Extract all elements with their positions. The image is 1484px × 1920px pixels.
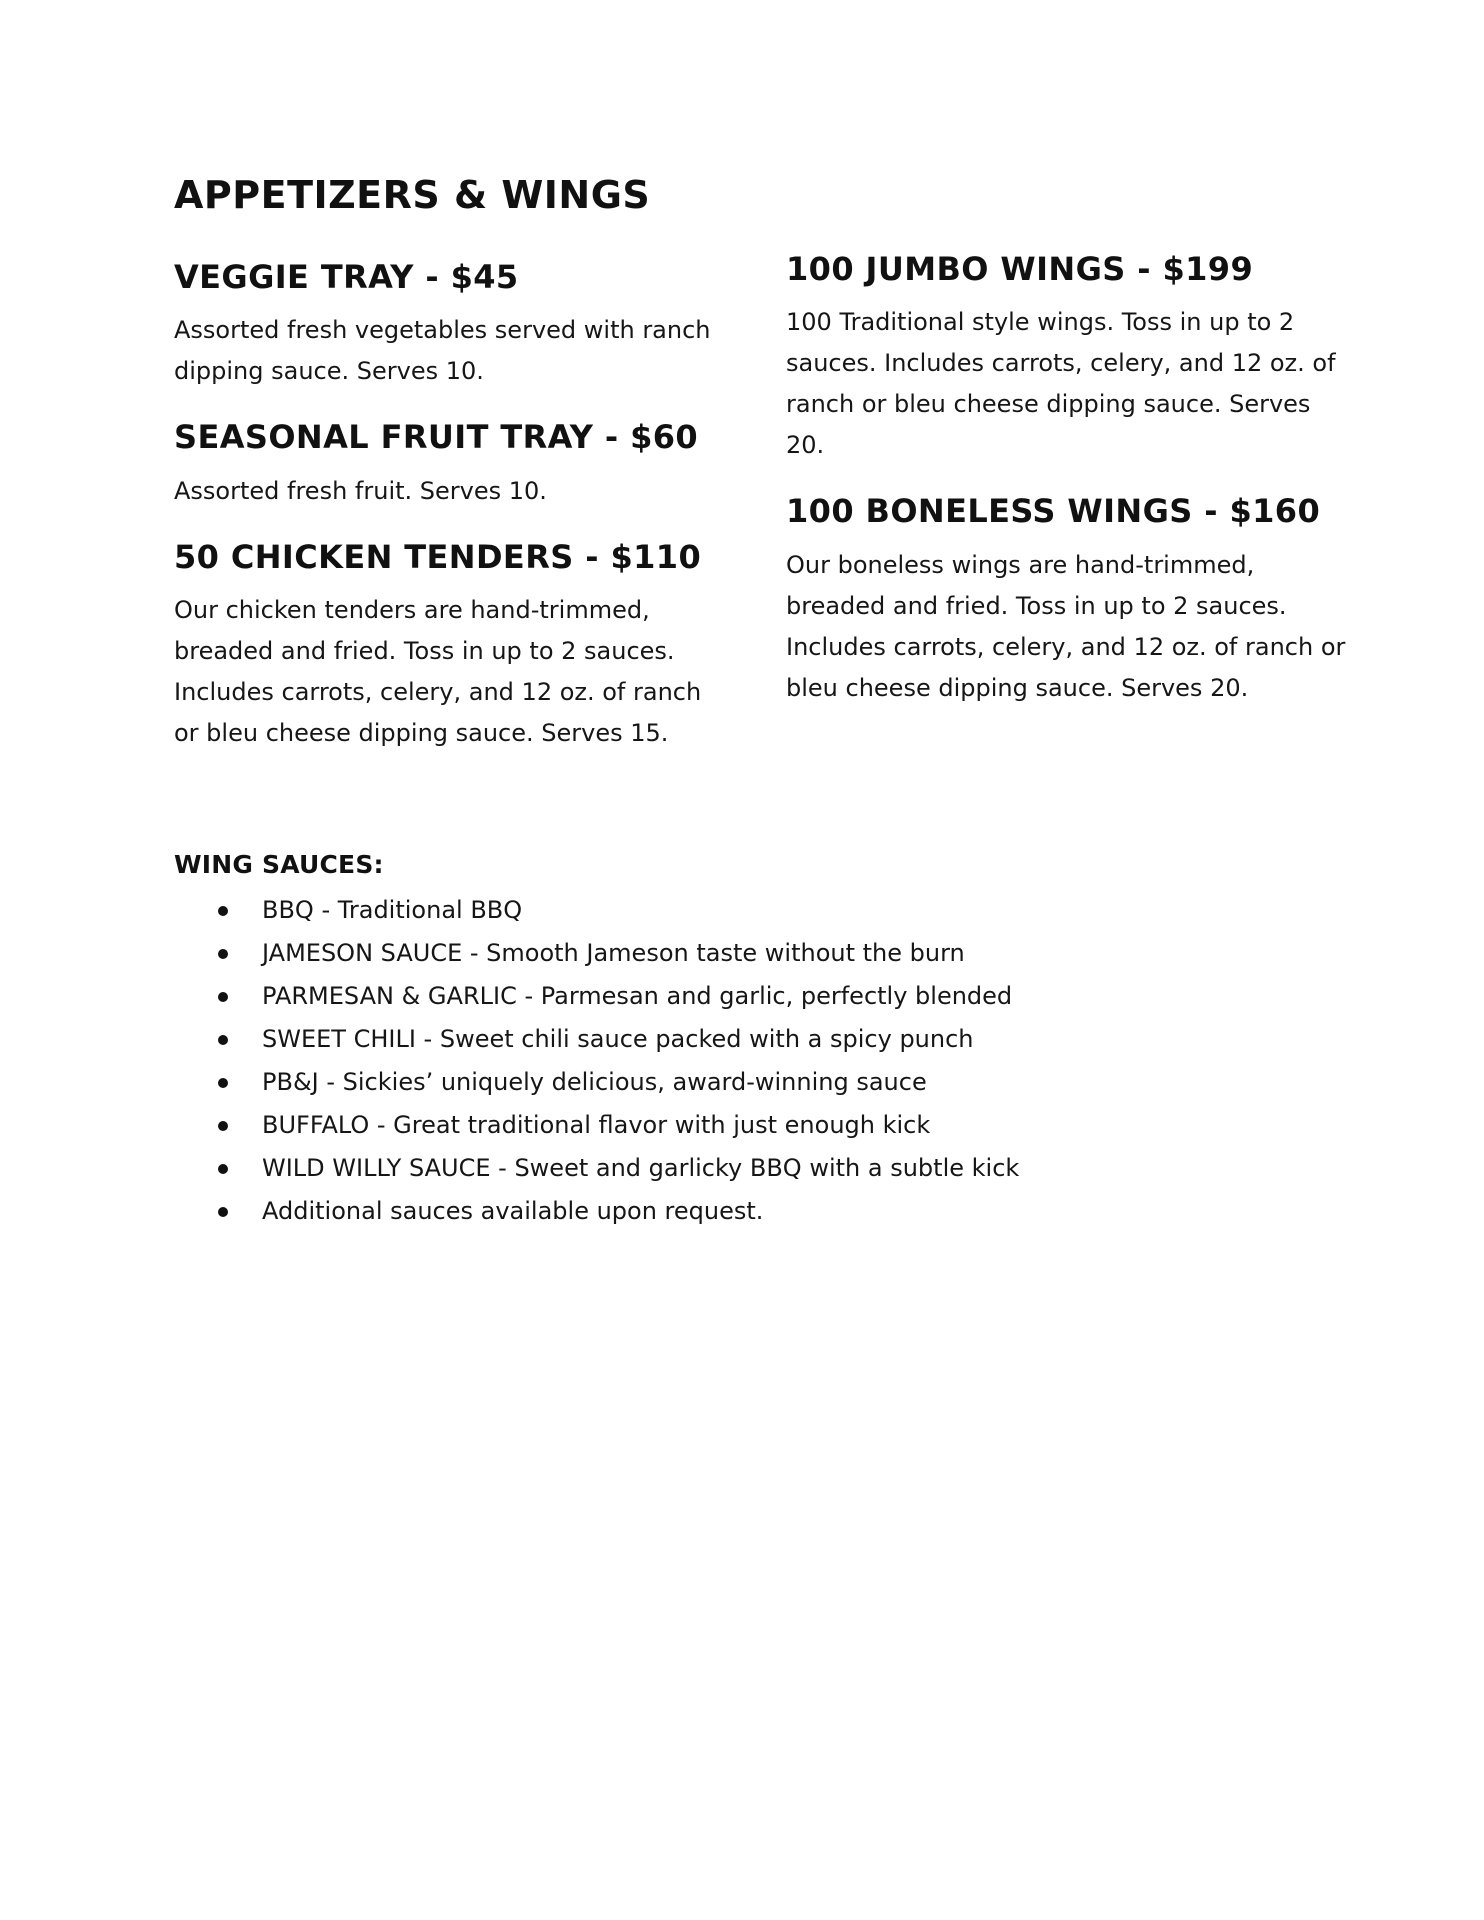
left-column — [174, 258, 734, 780]
menu-item-chicken-tenders — [174, 538, 734, 754]
bullet-icon — [218, 1207, 228, 1217]
bullet-icon — [218, 1164, 228, 1174]
item-description: Our chicken tenders are hand-trimmed, breaded and fried. Toss in up to 2 sauces. Includes carrots, celery, and 12 oz. of ranch or bleu cheese dipping sauce. Serves 15. — [174, 596, 702, 748]
bullet-icon — [218, 1078, 228, 1088]
item-description: Assorted fresh vegetables served with ranch dipping sauce. Serves 10. — [174, 316, 711, 386]
sauce-text: PARMESAN & GARLIC - Parmesan and garlic, perfectly blended — [262, 982, 1013, 1010]
menu-item-seasonal-fruit-tray — [174, 418, 734, 511]
menu-item-veggie-tray — [174, 258, 734, 392]
sauce-text: BBQ - Traditional BBQ — [262, 896, 523, 924]
section-title: APPETIZERS & WINGS — [174, 173, 651, 217]
list-item — [174, 1190, 1274, 1233]
item-description: Our boneless wings are hand-trimmed, breaded and fried. Toss in up to 2 sauces. Includes carrots, celery, and 12 oz. of ranch or bleu cheese dipping sauce. Serves 20. — [786, 550, 1346, 702]
item-heading: VEGGIE TRAY - $45 — [174, 258, 519, 296]
bullet-icon — [218, 906, 228, 916]
sauce-text: PB&J - Sickies’ uniquely delicious, award-winning sauce — [262, 1068, 927, 1096]
item-heading: SEASONAL FRUIT TRAY - $60 — [174, 418, 699, 457]
item-description: 100 Traditional style wings. Toss in up to 2 sauces. Includes carrots, celery, and 12 oz. of ranch or bleu cheese dipping sauce. Serves 20. — [786, 308, 1336, 460]
item-heading: 100 BONELESS WINGS - $160 — [786, 492, 1321, 531]
sauce-text: JAMESON SAUCE - Smooth Jameson taste without the burn — [262, 939, 965, 967]
sauce-text: Additional sauces available upon request. — [262, 1197, 764, 1225]
sauce-text: BUFFALO - Great traditional flavor with just enough kick — [262, 1111, 931, 1139]
list-item — [174, 1104, 1274, 1147]
item-heading: 100 JUMBO WINGS - $199 — [786, 250, 1254, 288]
list-item — [174, 975, 1274, 1018]
wing-sauces-title: WING SAUCES: — [174, 850, 384, 879]
item-description: Assorted fresh fruit. Serves 10. — [174, 476, 547, 505]
wing-sauces-section — [174, 850, 1274, 1233]
bullet-icon — [218, 949, 228, 959]
bullet-icon — [218, 992, 228, 1002]
sauce-text: WILD WILLY SAUCE - Sweet and garlicky BBQ with a subtle kick — [262, 1154, 1020, 1182]
menu-item-boneless-wings — [786, 492, 1346, 708]
bullet-icon — [218, 1121, 228, 1131]
list-item — [174, 889, 1274, 932]
item-heading: 50 CHICKEN TENDERS - $110 — [174, 537, 702, 576]
menu-item-jumbo-wings — [786, 250, 1346, 466]
right-column — [786, 250, 1346, 735]
list-item — [174, 1061, 1274, 1104]
list-item — [174, 1018, 1274, 1061]
list-item — [174, 1147, 1274, 1190]
bullet-icon — [218, 1035, 228, 1045]
list-item — [174, 932, 1274, 975]
wing-sauces-list — [174, 889, 1274, 1233]
sauce-text: SWEET CHILI - Sweet chili sauce packed with a spicy punch — [262, 1025, 974, 1053]
